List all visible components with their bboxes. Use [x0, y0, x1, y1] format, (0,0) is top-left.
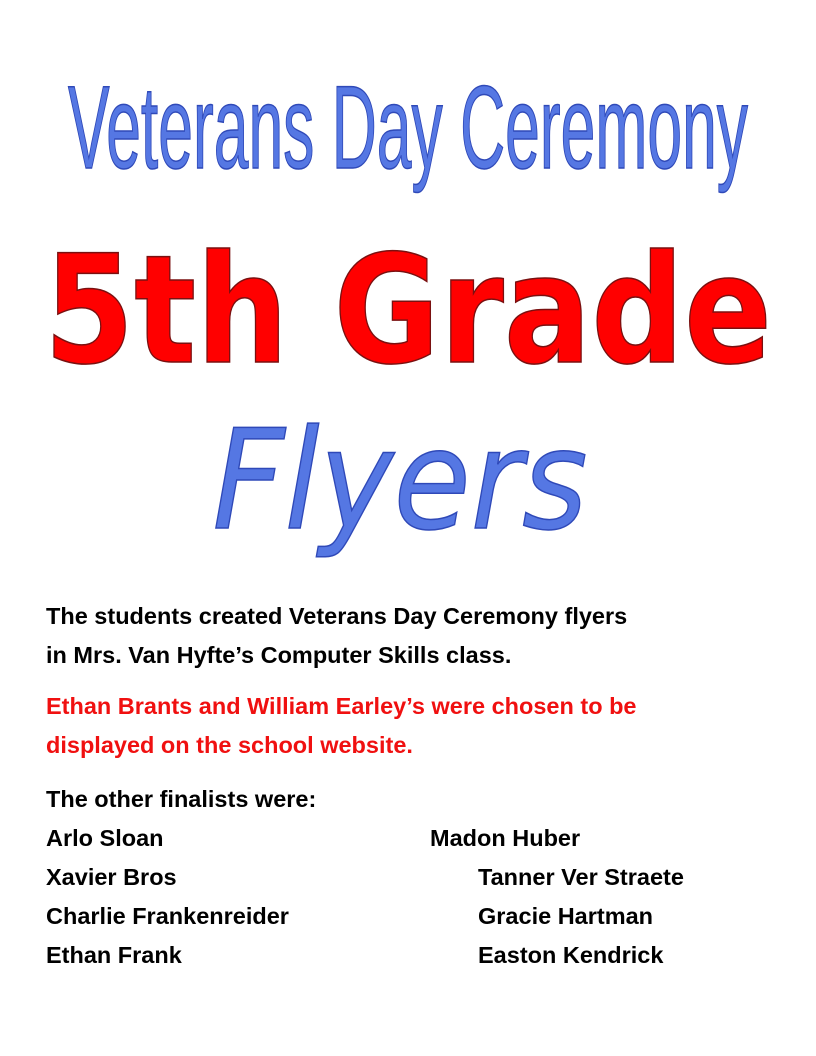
finalist-name: Arlo Sloan [46, 825, 164, 851]
finalists-left-column [46, 819, 289, 975]
finalists-heading: The other finalists were: [46, 786, 317, 812]
title-veterans-day-ceremony: Veterans Day Ceremony [68, 62, 748, 194]
finalist-name: Charlie Frankenreider [46, 903, 289, 929]
finalist-name: Xavier Bros [46, 864, 177, 890]
intro-line-2: in Mrs. Van Hyfte’s Computer Skills class. [46, 642, 512, 668]
finalist-name: Ethan Frank [46, 942, 182, 968]
chosen-line-1: Ethan Brants and William Earley’s were chosen to be [46, 693, 637, 719]
finalist-name: Easton Kendrick [478, 942, 664, 968]
intro-paragraph [46, 597, 627, 675]
intro-line-1: The students created Veterans Day Ceremony flyers [46, 603, 628, 629]
title-5th-grade: 5th Grade [44, 224, 772, 398]
finalists-right-column [430, 819, 684, 975]
finalist-name: Tanner Ver Straete [478, 864, 684, 890]
finalist-name: Gracie Hartman [478, 903, 654, 929]
finalist-name: Madon Huber [430, 825, 581, 851]
chosen-line-2: displayed on the school website. [46, 732, 413, 758]
chosen-paragraph [46, 687, 637, 765]
title-flyers: Flyers [212, 400, 588, 561]
